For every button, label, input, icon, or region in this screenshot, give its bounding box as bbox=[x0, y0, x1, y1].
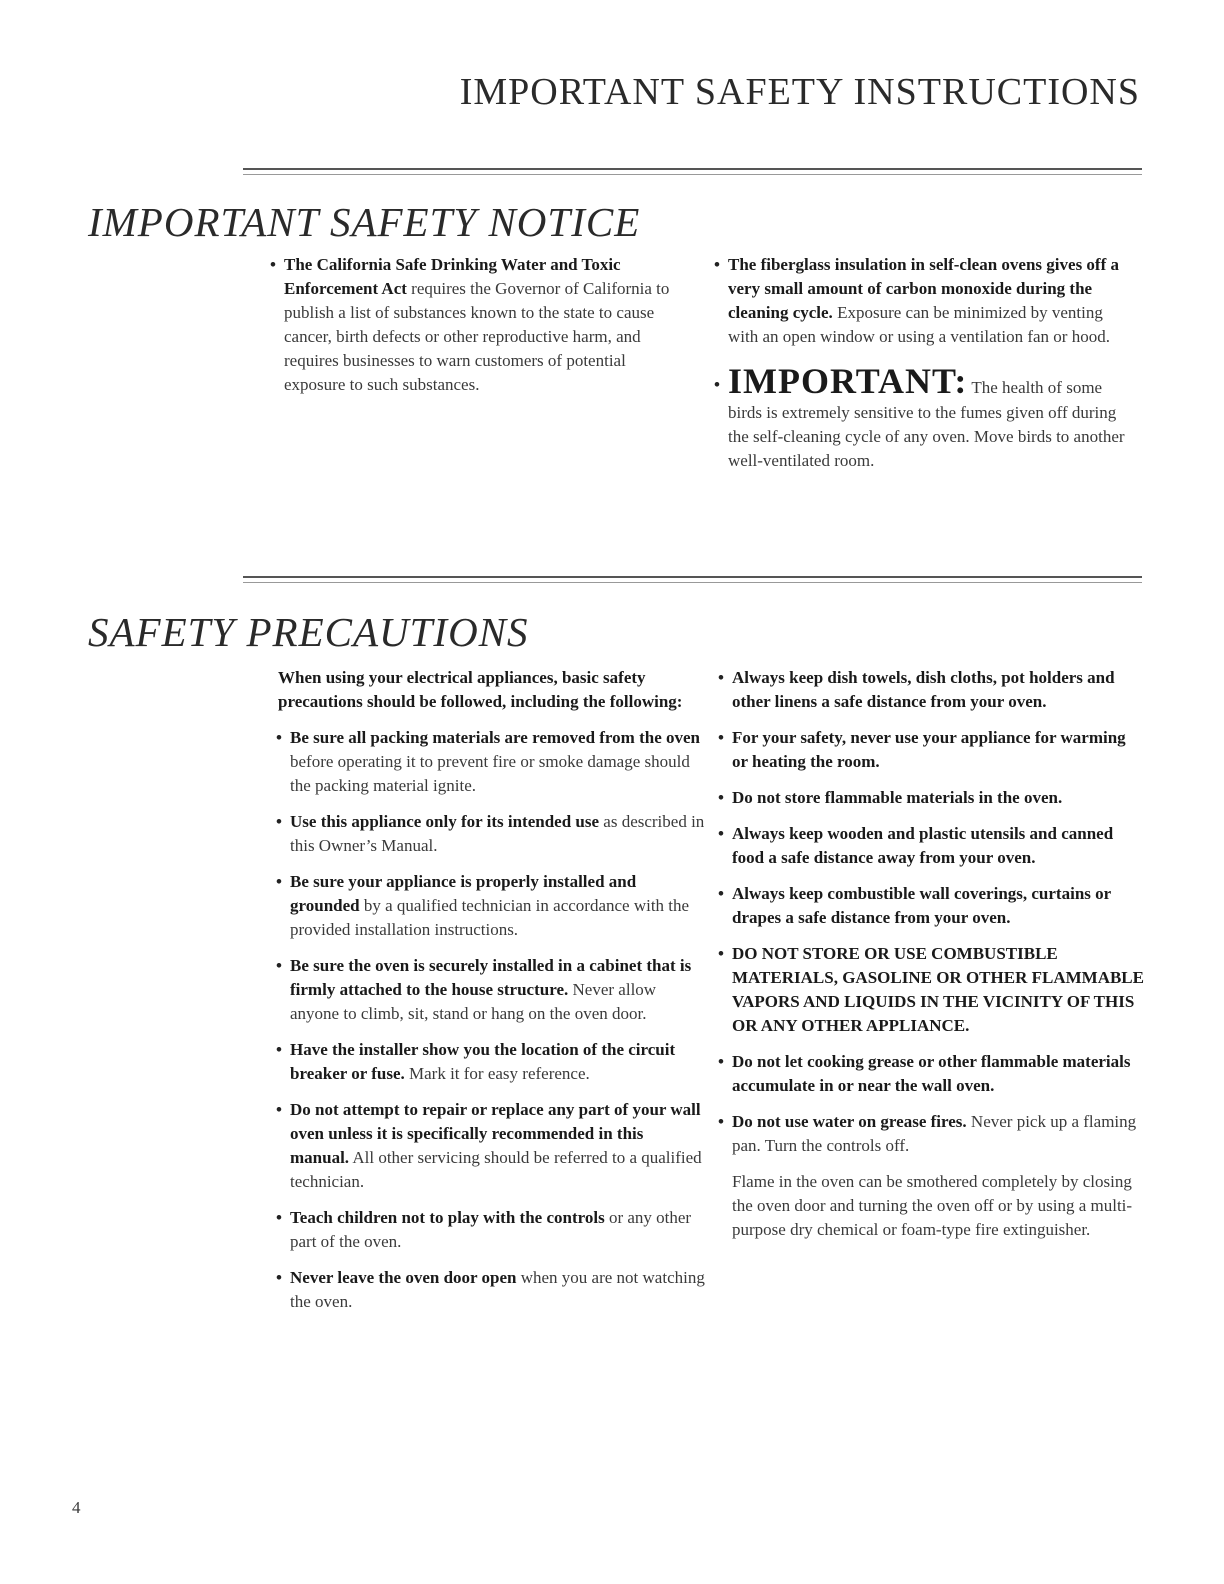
list-item bbox=[720, 1110, 1144, 1158]
list-item bbox=[720, 666, 1144, 714]
divider-rule bbox=[243, 576, 1142, 583]
item-bold-text: DO NOT STORE OR USE COMBUSTIBLE MATERIALS, GASOLINE OR OTHER FLAMMABLE VAPORS AND LIQUIDS IN THE VICINITY OF THIS OR ANY OTHER APPLIANCE. bbox=[732, 944, 1144, 1035]
list-item bbox=[278, 1206, 706, 1254]
item-bold-text: Always keep wooden and plastic utensils and canned food a safe distance away from your oven. bbox=[732, 824, 1114, 867]
item-text: by a qualified technician in accordance with the provided installation instructions. bbox=[290, 896, 690, 939]
notice-item-california bbox=[272, 253, 672, 397]
important-text: The health of some birds is extremely sensitive to the fumes given off during the self-cleaning cycle of any oven. Move birds to another well-ventilated room. bbox=[728, 378, 1125, 470]
list-item bbox=[720, 726, 1144, 774]
precautions-intro: When using your electrical appliances, basic safety precautions should be followed, including the following: bbox=[278, 668, 683, 711]
notice-left-column bbox=[272, 253, 672, 409]
item-bold-text: For your safety, never use your appliance for warming or heating the room. bbox=[732, 728, 1126, 771]
item-text: before operating it to prevent fire or smoke damage should the packing material ignite. bbox=[290, 752, 690, 795]
list-item bbox=[278, 1266, 706, 1314]
notice-right-column bbox=[716, 253, 1136, 485]
item-bold-text: Do not let cooking grease or other flammable materials accumulate in or near the wall oven. bbox=[732, 1052, 1131, 1095]
item-text: Never allow anyone to climb, sit, stand or hang on the oven door. bbox=[290, 980, 657, 1023]
list-item bbox=[278, 726, 706, 798]
item-bold-text: Do not store flammable materials in the oven. bbox=[732, 788, 1063, 807]
list-item bbox=[278, 810, 706, 858]
item-text: Never pick up a flaming pan. Turn the controls off. bbox=[732, 1112, 1137, 1155]
item-bold-text: Be sure your appliance is properly installed and grounded bbox=[290, 872, 637, 915]
item-bold-text: Always keep dish towels, dish cloths, pot holders and other linens a safe distance from your oven. bbox=[732, 668, 1115, 711]
item-bold-text: Have the installer show you the location of the circuit breaker or fuse. bbox=[290, 1040, 676, 1083]
flame-note: Flame in the oven can be smothered completely by closing the oven door and turning the oven off or by using a multi-purpose dry chemical or foam-type fire extinguisher. bbox=[732, 1172, 1133, 1239]
item-bold-text: Use this appliance only for its intended use bbox=[290, 812, 600, 831]
item-text: or any other part of the oven. bbox=[290, 1208, 692, 1251]
item-text: All other servicing should be referred to a qualified technician. bbox=[290, 1148, 702, 1191]
important-birds-note bbox=[716, 361, 1136, 473]
item-bold-text: Do not attempt to repair or replace any part of your wall oven unless it is specifically recommended in this manual. bbox=[290, 1100, 701, 1167]
notice-section-title: IMPORTANT SAFETY NOTICE bbox=[88, 199, 641, 245]
list-item bbox=[720, 882, 1144, 930]
item-bold-text: Teach children not to play with the controls bbox=[290, 1208, 605, 1227]
item-bold-text: Never leave the oven door open bbox=[290, 1268, 517, 1287]
page-header-title: IMPORTANT SAFETY INSTRUCTIONS bbox=[459, 71, 1140, 113]
list-item bbox=[720, 822, 1144, 870]
list-item bbox=[278, 1098, 706, 1194]
item-text: when you are not watching the oven. bbox=[290, 1268, 705, 1311]
divider-rule bbox=[243, 168, 1142, 175]
item-text: as described in this Owner’s Manual. bbox=[290, 812, 705, 855]
item-text: requires the Governor of California to publish a list of substances known to the state to cause cancer, birth defects or other reproductive harm, and requires businesses to warn customers of potential exposure to such substances. bbox=[284, 279, 670, 394]
item-bold-text: Always keep combustible wall coverings, curtains or drapes a safe distance from your oven. bbox=[732, 884, 1111, 927]
list-item bbox=[278, 954, 706, 1026]
list-item bbox=[720, 786, 1144, 810]
item-bold-text: Be sure the oven is securely installed in a cabinet that is firmly attached to the house structure. bbox=[290, 956, 692, 999]
precautions-left-column bbox=[278, 666, 706, 1326]
precautions-section-title: SAFETY PRECAUTIONS bbox=[88, 609, 529, 655]
item-bold-text: Do not use water on grease fires. bbox=[732, 1112, 967, 1131]
important-label: IMPORTANT: bbox=[728, 361, 968, 401]
item-bold-text: The California Safe Drinking Water and Toxic Enforcement Act bbox=[284, 255, 621, 298]
list-item bbox=[720, 1050, 1144, 1098]
item-text: Exposure can be minimized by venting with an open window or using a ventilation fan or hood. bbox=[728, 303, 1110, 346]
list-item bbox=[278, 870, 706, 942]
item-text: Mark it for easy reference. bbox=[409, 1064, 590, 1083]
list-item bbox=[278, 1038, 706, 1086]
list-item bbox=[720, 942, 1144, 1038]
item-bold-text: The fiberglass insulation in self-clean ovens gives off a very small amount of carbon monoxide during the cleaning cycle. bbox=[728, 255, 1120, 322]
page-number: 4 bbox=[72, 1498, 81, 1517]
item-bold-text: Be sure all packing materials are removed from the oven bbox=[290, 728, 700, 747]
notice-item-fiberglass bbox=[716, 253, 1136, 349]
precautions-right-column bbox=[720, 666, 1144, 1254]
